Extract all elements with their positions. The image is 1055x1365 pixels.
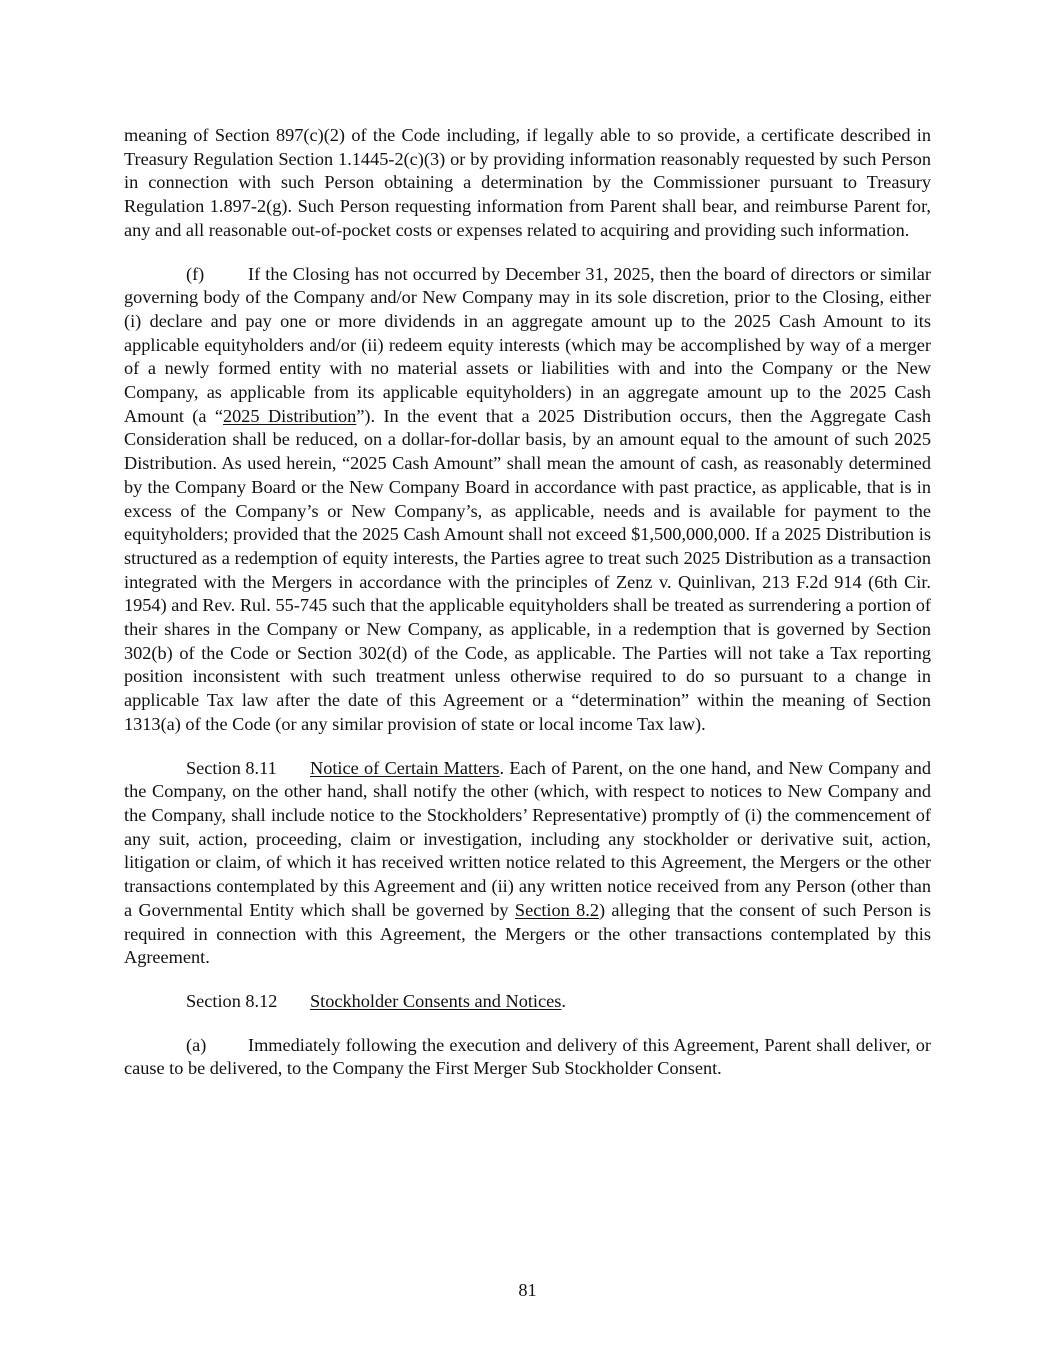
document-page [124,124,931,1101]
section-number-8-12: Section 8.12 [186,990,278,1011]
paragraph-a-text: Immediately following the execution and delivery of this Agreement, Parent shall deliver, or cause to be delivered, to the Company the First Merger Sub Stockholder Consent. [124,1034,931,1079]
paragraph-a [124,1034,931,1081]
section-8-12 [124,990,931,1014]
defined-term-2025-distribution: 2025 Distribution [223,405,357,426]
section-heading-8-12-end: . [561,990,566,1011]
section-8-11-text-a: . Each of Parent, on the one hand, and New Company and the Company, on the other hand, shall notify the other (which, with respect to notices to New Company and the Company, shall include notice to the Stockholders’ Representative) promptly of (i) the commencement of any suit, action, proceeding, claim or investigation, including any stockholder or derivative suit, action, litigation or claim, of which it has received written notice related to this Agreement, the Mergers or the other transactions contemplated by this Agreement and (ii) any written notice received from any Person (other than a Governmental Entity which shall be governed by [124,757,931,920]
clause-label-f: (f) [186,263,205,284]
paragraph-f-text-b: ”). In the event that a 2025 Distribution occurs, then the Aggregate Cash Consideration shall be reduced, on a dollar-for-dollar basis, by an amount equal to the amount of such 2025 Distribution. As used herein, “2025 Cash Amount” shall mean the amount of cash, as reasonably determined by the Company Board or the New Company Board in accordance with past practice, as applicable, that is in excess of the Company’s or New Company’s, as applicable, needs and is available for payment to the equityholders; provided that the 2025 Cash Amount shall not exceed $1,500,000,000. If a 2025 Distribution is structured as a redemption of equity interests, the Parties agree to treat such 2025 Distribution as a transaction integrated with the Mergers in accordance with the principles of Zenz v. Quinlivan, 213 F.2d 914 (6th Cir. 1954) and Rev. Rul. 55-745 such that the applicable equityholders shall be treated as surrendering a portion of their shares in the Company or New Company, as applicable, in a redemption that is governed by Section 302(b) of the Code or Section 302(d) of the Code, as applicable. The Parties will not take a Tax reporting position inconsistent with such treatment unless otherwise required to do so pursuant to a change in applicable Tax law after the date of this Agreement or a “determination” within the meaning of Section 1313(a) of the Code (or any similar provision of state or local income Tax law). [124,405,931,734]
page-number: 81 [518,1280,537,1300]
section-heading-8-12: Stockholder Consents and Notices [310,990,562,1011]
paragraph-continuation: meaning of Section 897(c)(2) of the Code including, if legally able to so provide, a certificate described in Treasury Regulation Section 1.1445-2(c)(3) or by providing information reasonably requested by such Person in connection with such Person obtaining a determination by the Commissioner pursuant to Treasury Regulation 1.897-2(g). Such Person requesting information from Parent shall bear, and reimburse Parent for, any and all reasonable out-of-pocket costs or expenses related to acquiring and providing such information. [124,125,931,240]
section-heading-8-11: Notice of Certain Matters [310,757,500,778]
clause-label-a: (a) [186,1034,207,1055]
cross-reference-section-8-2: Section 8.2 [514,899,599,920]
section-number-8-11: Section 8.11 [186,757,277,778]
paragraph-f-text-a: If the Closing has not occurred by December 31, 2025, then the board of directors or similar governing body of the Company and/or New Company may in its sole discretion, prior to the Closing, either (i) declare and pay one or more dividends in an aggregate amount up to the 2025 Cash Amount to its applicable equityholders and/or (ii) redeem equity interests (which may be accomplished by way of a merger of a newly formed entity with no material assets or liabilities with and into the Company or the New Company, as applicable from its applicable equityholders) in an aggregate amount up to the 2025 Cash Amount (a “ [124,263,931,426]
section-8-11-text-b: ) alleging that the consent of such Person is required in connection with this Agreement, the Mergers or the other transactions contemplated by this Agreement. [124,899,932,968]
section-8-11 [124,757,931,970]
paragraph-f [124,263,931,737]
